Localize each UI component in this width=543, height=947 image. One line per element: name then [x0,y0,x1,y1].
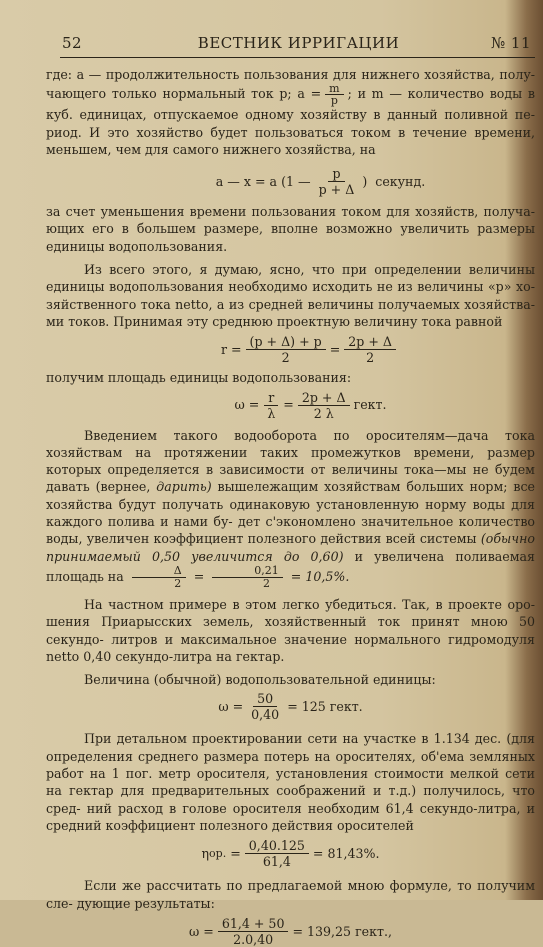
text-line: чающего только нормальный ток p; a = $\frac{m}{p}$ ; и m — количество воды в [46,82,535,108]
header-rule [60,57,535,58]
text-line: При детальном проектировании сети на участке в 1.134 дес. (для [84,731,535,747]
text-line: Величина (обычной) водопользовательной единицы: [84,672,436,688]
text-line: вышележащим хозяйствам больших норм; все хозяйства будут получать [46,479,535,512]
fraction: $\frac{2p + \Delta}{2}$ [344,334,396,365]
page-header [62,34,535,54]
text-line: меньшем, чем для самого нижнего хозяйства, на [46,141,376,157]
journal-title: ВЕСТНИК ИРРИГАЦИИ [197,34,400,52]
text-line: единицы водопользования. [46,238,228,254]
text-line: на протяжении таких промежутков времени, размер которых определяется [46,444,535,478]
paragraph-rotation [46,427,535,590]
text-line: литров и максимальное значение нормального гидромодуля netto 0,40 [46,631,535,664]
text-line: шения Приарысских земель, хозяйственный ток принят мною 50 секундо- [46,614,535,647]
fraction: $\frac{\Delta}{2}$ [132,565,186,590]
text-line: секундо-литра на гектар. [115,648,285,664]
fraction: $\frac{r}{\lambda}$ [263,390,279,421]
paragraph-average-flow [46,261,535,330]
text-line: ми токов. Принимая эту среднюю проектную величину тока равной [46,313,503,329]
text-line: дет с'экономлено значительное количество воды, увеличен коэффициент [46,514,535,547]
fraction: $\frac{p}{p + \Delta}$ [318,166,355,198]
fraction: $\frac{0,40.125}{61,4}$ [245,838,309,869]
text-line: в зависимости от величины тока—мы не будем давать (вернее, дарить) [46,462,535,495]
fraction: $\frac{61,4 + 50}{2.0,40}$ [218,916,289,947]
text-line: полезного действия всей системы (обычно принимаемый 0,50 увеличится [46,531,535,564]
text-line: Если же рассчитать по предлагаемой мною формуле, то получим сле- [46,878,535,911]
equation-average-flow: r = $\frac{(p + \Delta) + p}{2}$ = $\frac{2p + \Delta}{2}$ [86,334,535,365]
paragraph-example [46,596,535,665]
text-line: На частном примере в этом легко убедиться. Так, в проекте оро- [84,596,535,612]
paragraph-conclusion [46,203,535,255]
equation-unit-value: ω = $\frac{50}{0,40}$ = 125 гект. [218,691,363,723]
text-line: получим площадь единицы водопользования: [46,370,352,386]
issue-number: № 11 [490,34,531,52]
text-line: гектар для предварительных соображений и т.д.) получилось, что сред- [46,783,535,816]
text-line: до 0,60) и увеличена поливаемая площадь на $\frac{\Delta}{2}$ = $\frac{0,21}{2}$ = 10,5%. [46,548,535,590]
fraction: $\frac{0,21}{2}$ [212,565,283,590]
text-line: одинаковую установленную норму воды для каждого полива и нами бу- [46,496,535,530]
text-line: где: a — продолжительность пользования для нижнего хозяйства, полу- [46,67,535,82]
text-line: единицы водопользования необходимо исходить не из величины «p» хо- [46,279,535,295]
fraction: $\frac{2p + \Delta}{2 \lambda}$ [298,390,350,421]
paragraph-unit-area [46,369,535,386]
text-line: куб. единицах, отпускаемое одному хозяйству в данный поливной пе- [46,107,535,123]
text-line: ний расход в голове оросителя необходим 61,4 секундо-литра, и средний [46,800,535,833]
article-body [46,66,535,947]
text-line: риод. И это хозяйство будет пользоваться током в течение времени, [46,124,535,140]
text-line: коэффициент полезного действия оросителей [105,817,414,833]
fraction: $\frac{(p + \Delta) + p}{2}$ [246,334,326,365]
text-line: дующие результаты: [76,895,215,911]
paragraph-formula-results [46,877,535,912]
text-line: работ на 1 пог. метр оросителя, установления стоимости мелкой сети на [46,766,535,799]
equation-result: ω = $\frac{61,4 + 50}{2.0,40}$ = 139,25 гект., [189,915,392,947]
text-line: Введением такого водооборота по оросителям—дача тока хозяйствам [46,427,535,460]
text-line: определения среднего размера потерь на оросителях, об'ема земляных [46,748,535,764]
page-content [46,0,535,947]
text-line: Из всего этого, я думаю, ясно, что при определении величины [84,262,535,278]
equation-efficiency: η ор. = $\frac{0,40.125}{61,4}$ = 81,43%. [201,838,380,870]
paragraph-definitions [46,66,535,158]
fraction: $\frac{50}{0,40}$ [251,691,280,723]
equation-time-saving: a — x = a (1 — $\frac{p}{p + \Delta}$ ) секунд. [215,166,426,198]
text-line: ющих его в большем размере, вполне возможно увеличить размеры [46,221,535,237]
page-number: 52 [62,34,83,52]
paragraph-unit-value [46,671,535,688]
text-line: за счет уменьшения времени пользования током для хозяйств, получа- [46,204,535,220]
text-line: зяйственного тока netto, а из средней величины получаемых хозяйства- [46,296,535,312]
fraction: $\frac{m}{p}$ [325,83,343,106]
paragraph-detailed-design [46,730,535,834]
equation-unit-area: ω = $\frac{r}{\lambda}$ = $\frac{2p + \Delta}{2 \lambda}$ гект. [234,389,387,421]
